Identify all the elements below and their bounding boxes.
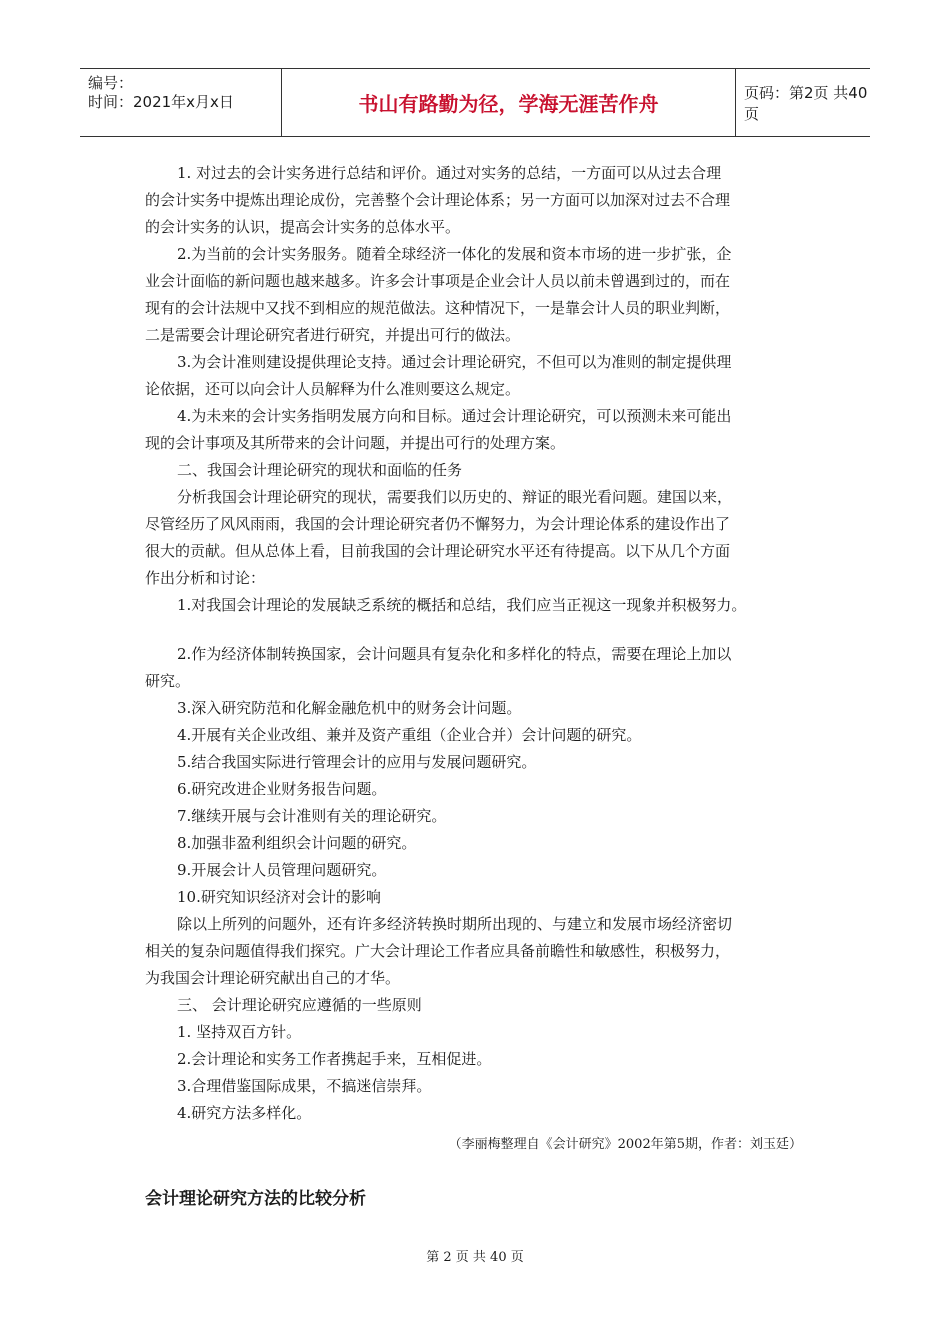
document-body: [145, 160, 813, 1127]
header-page-info: 页码：第2页 共40页: [744, 83, 868, 123]
paragraph-line: 研究。: [145, 672, 191, 690]
list-item: 8.加强非盈利组织会计问题的研究。: [177, 834, 417, 852]
document-number-label: 编号：: [88, 74, 134, 92]
paragraph-line: 的会计实务中提炼出理论成份，完善整个会计理论体系；另一方面可以加深对过去不合理: [145, 191, 731, 209]
paragraph-line: 3.为会计准则建设提供理论支持。通过会计理论研究，不但可以为准则的制定提供理: [177, 353, 732, 371]
header-motto: 书山有路勤为径，学海无涯苦作舟: [281, 69, 736, 136]
paragraph-line: 除以上所列的问题外，还有许多经济转换时期所出现的、与建立和发展市场经济密切: [177, 915, 733, 933]
citation: （李丽梅整理自《会计研究》2002年第5期，作者：刘玉廷）: [448, 1137, 802, 1152]
document-time-label: 时间：2021年x月x日: [88, 93, 234, 111]
list-item: 1. 坚持双百方针。: [177, 1023, 302, 1041]
paragraph-line: 尽管经历了风风雨雨，我国的会计理论研究者仍不懈努力，为会计理论体系的建设作出了: [145, 515, 731, 533]
paragraph-line: 现有的会计法规中又找不到相应的规范做法。这种情况下，一是靠会计人员的职业判断，: [145, 299, 731, 317]
paragraph-line: 二是需要会计理论研究者进行研究，并提出可行的做法。: [145, 326, 521, 344]
header-meta: [80, 69, 281, 136]
paragraph-line: 相关的复杂问题值得我们探究。广大会计理论工作者应具备前瞻性和敏感性，积极努力，: [145, 942, 731, 960]
list-item: 6.研究改进企业财务报告问题。: [177, 780, 387, 798]
list-item: 1.对我国会计理论的发展缺乏系统的概括和总结，我们应当正视这一现象并积极努力。: [177, 596, 747, 614]
page-header: [80, 68, 870, 137]
paragraph-line: 的会计实务的认识，提高会计实务的总体水平。: [145, 218, 461, 236]
list-item: 5.结合我国实际进行管理会计的应用与发展问题研究。: [177, 753, 537, 771]
list-item: 10.研究知识经济对会计的影响: [177, 888, 381, 906]
page-footer: 第 2 页 共 40 页: [426, 1250, 524, 1265]
list-item: 3.合理借鉴国际成果，不搞迷信崇拜。: [177, 1077, 432, 1095]
paragraph-line: 为我国会计理论研究献出自己的才华。: [145, 969, 401, 987]
section-heading: 三、 会计理论研究应遵循的一些原则: [177, 996, 422, 1014]
list-item: 9.开展会计人员管理问题研究。: [177, 861, 387, 879]
paragraph-line: 2.为当前的会计实务服务。随着全球经济一体化的发展和资本市场的进一步扩张，企: [177, 245, 732, 263]
list-item: 4.开展有关企业改组、兼并及资产重组（企业合并）会计问题的研究。: [177, 726, 642, 744]
paragraph-line: 很大的贡献。但从总体上看，目前我国的会计理论研究水平还有待提高。以下从几个方面: [145, 542, 731, 560]
paragraph-line: 业会计面临的新问题也越来越多。许多会计事项是企业会计人员以前未曾遇到过的，而在: [145, 272, 731, 290]
paragraph-line: 现的会计事项及其所带来的会计问题，并提出可行的处理方案。: [145, 434, 566, 452]
section-title: 会计理论研究方法的比较分析: [145, 1189, 366, 1209]
list-item: 2.会计理论和实务工作者携起手来，互相促进。: [177, 1050, 492, 1068]
paragraph-line: 分析我国会计理论研究的现状，需要我们以历史的、辩证的眼光看问题。建国以来，: [177, 488, 733, 506]
paragraph-line: 论依据，还可以向会计人员解释为什么准则要这么规定。: [145, 380, 521, 398]
list-item: 7.继续开展与会计准则有关的理论研究。: [177, 807, 447, 825]
paragraph-line: 作出分析和讨论：: [145, 569, 266, 587]
list-item: 3.深入研究防范和化解金融危机中的财务会计问题。: [177, 699, 522, 717]
list-item: 4.研究方法多样化。: [177, 1104, 312, 1122]
section-heading: 二、我国会计理论研究的现状和面临的任务: [177, 461, 463, 479]
list-item: 2.作为经济体制转换国家，会计问题具有复杂化和多样化的特点，需要在理论上加以: [177, 645, 732, 663]
paragraph-line: 1. 对过去的会计实务进行总结和评价。通过对实务的总结，一方面可以从过去合理: [177, 164, 722, 182]
paragraph-line: 4.为未来的会计实务指明发展方向和目标。通过会计理论研究，可以预测未来可能出: [177, 407, 732, 425]
